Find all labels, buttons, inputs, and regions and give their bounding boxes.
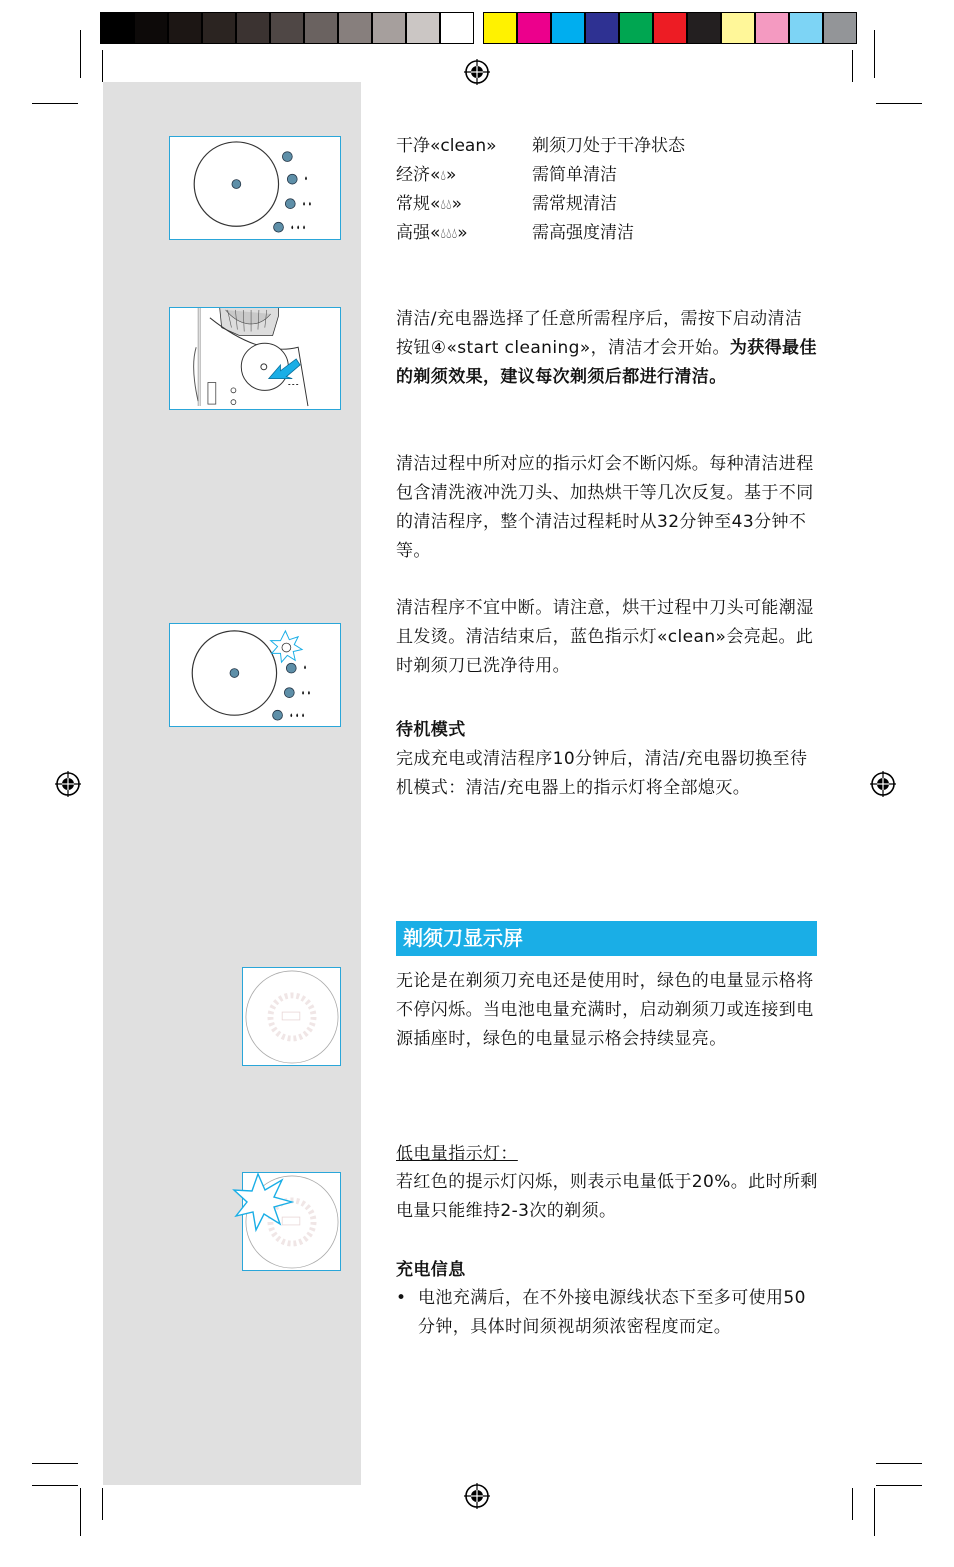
color-swatch <box>134 12 168 44</box>
color-swatch <box>372 12 406 44</box>
color-swatch <box>619 12 653 44</box>
charge-info-title: 充电信息 <box>396 1260 466 1280</box>
starburst-icon <box>271 631 302 662</box>
color-swatch <box>168 12 202 44</box>
start-cleaning-paragraph: 清洁/充电器选择了任意所需程序后，需按下启动清洁按钮④«start cleaning»，清洁才会开始。为获得最佳的剃须效果，建议每次剃须后都进行清洁。 <box>396 309 817 387</box>
indicator-flashing-illustration <box>169 623 341 727</box>
legend-name: 经济«💧︎» <box>396 165 457 185</box>
legend-desc: 需简单清洁 <box>532 165 617 185</box>
starburst-icon <box>232 1172 294 1234</box>
bullet: • <box>396 1288 407 1308</box>
section-heading: 剃须刀显示屏 <box>396 921 817 956</box>
legend-name: 高强«💧︎💧︎💧︎» <box>396 223 468 243</box>
low-battery-title: 低电量指示灯： <box>396 1144 518 1164</box>
cleaning-station-illustration <box>169 307 341 410</box>
display-paragraph: 无论是在剃须刀充电还是使用时，绿色的电量显示格将不停闪烁。当电池电量充满时，启动剃须刀或连接到电源插座时，绿色的电量显示格会持续显亮。 <box>396 971 814 1049</box>
low-battery-paragraph: 若红色的提示灯闪烁，则表示电量低于20%。此时所剩电量只能维持2-3次的剃须。 <box>396 1172 818 1221</box>
color-swatch <box>100 12 134 44</box>
legend-name: 干净«clean» <box>396 136 497 156</box>
color-swatch <box>687 12 721 44</box>
water-drop-icon: 💧︎💧︎ <box>440 197 452 213</box>
color-swatch <box>755 12 789 44</box>
registration-mark-icon <box>55 771 81 797</box>
illustration-column <box>103 82 361 1485</box>
color-swatch <box>483 12 517 44</box>
indicator-panel-illustration <box>169 136 341 240</box>
color-swatch <box>823 12 857 44</box>
color-swatch <box>236 12 270 44</box>
water-drop-icon: 💧︎ <box>440 168 447 184</box>
color-swatch <box>202 12 236 44</box>
color-swatch <box>338 12 372 44</box>
color-swatch <box>585 12 619 44</box>
legend-desc: 需常规清洁 <box>532 194 617 214</box>
water-drop-icon: 💧︎💧︎💧︎ <box>440 226 458 242</box>
shaver-display-illustration <box>242 967 341 1066</box>
charge-info-item: 电池充满后，在不外接电源线状态下至多可使用50分钟，具体时间须视胡须浓密程度而定。 <box>418 1288 806 1337</box>
color-swatch <box>653 12 687 44</box>
legend-desc: 需高强度清洁 <box>532 223 634 243</box>
color-swatch <box>406 12 440 44</box>
legend-name: 常规«💧︎💧︎» <box>396 194 463 214</box>
color-swatch <box>551 12 585 44</box>
color-swatch <box>270 12 304 44</box>
color-swatch <box>517 12 551 44</box>
color-swatch <box>440 12 474 44</box>
standby-title: 待机模式 <box>396 720 466 740</box>
standby-paragraph: 完成充电或清洁程序10分钟后，清洁/充电器切换至待机模式：清洁/充电器上的指示灯将全部熄灭。 <box>396 749 808 798</box>
color-swatch <box>789 12 823 44</box>
cleaning-warning-paragraph: 清洁程序不宜中断。请注意，烘干过程中刀头可能潮湿且发烫。清洁结束后，蓝色指示灯«clean»会亮起。此时剃须刀已洗净待用。 <box>396 598 814 676</box>
registration-mark-icon <box>870 771 896 797</box>
registration-mark-icon <box>464 59 490 85</box>
cleaning-process-paragraph: 清洁过程中所对应的指示灯会不断闪烁。每种清洁进程包含清洗液冲洗刀头、加热烘干等几次反复。基于不同的清洁程序，整个清洁过程耗时从32分钟至43分钟不等。 <box>396 454 814 561</box>
color-swatch <box>721 12 755 44</box>
registration-mark-icon <box>464 1483 490 1509</box>
legend-desc: 剃须刀处于干净状态 <box>532 136 685 156</box>
color-swatch <box>304 12 338 44</box>
